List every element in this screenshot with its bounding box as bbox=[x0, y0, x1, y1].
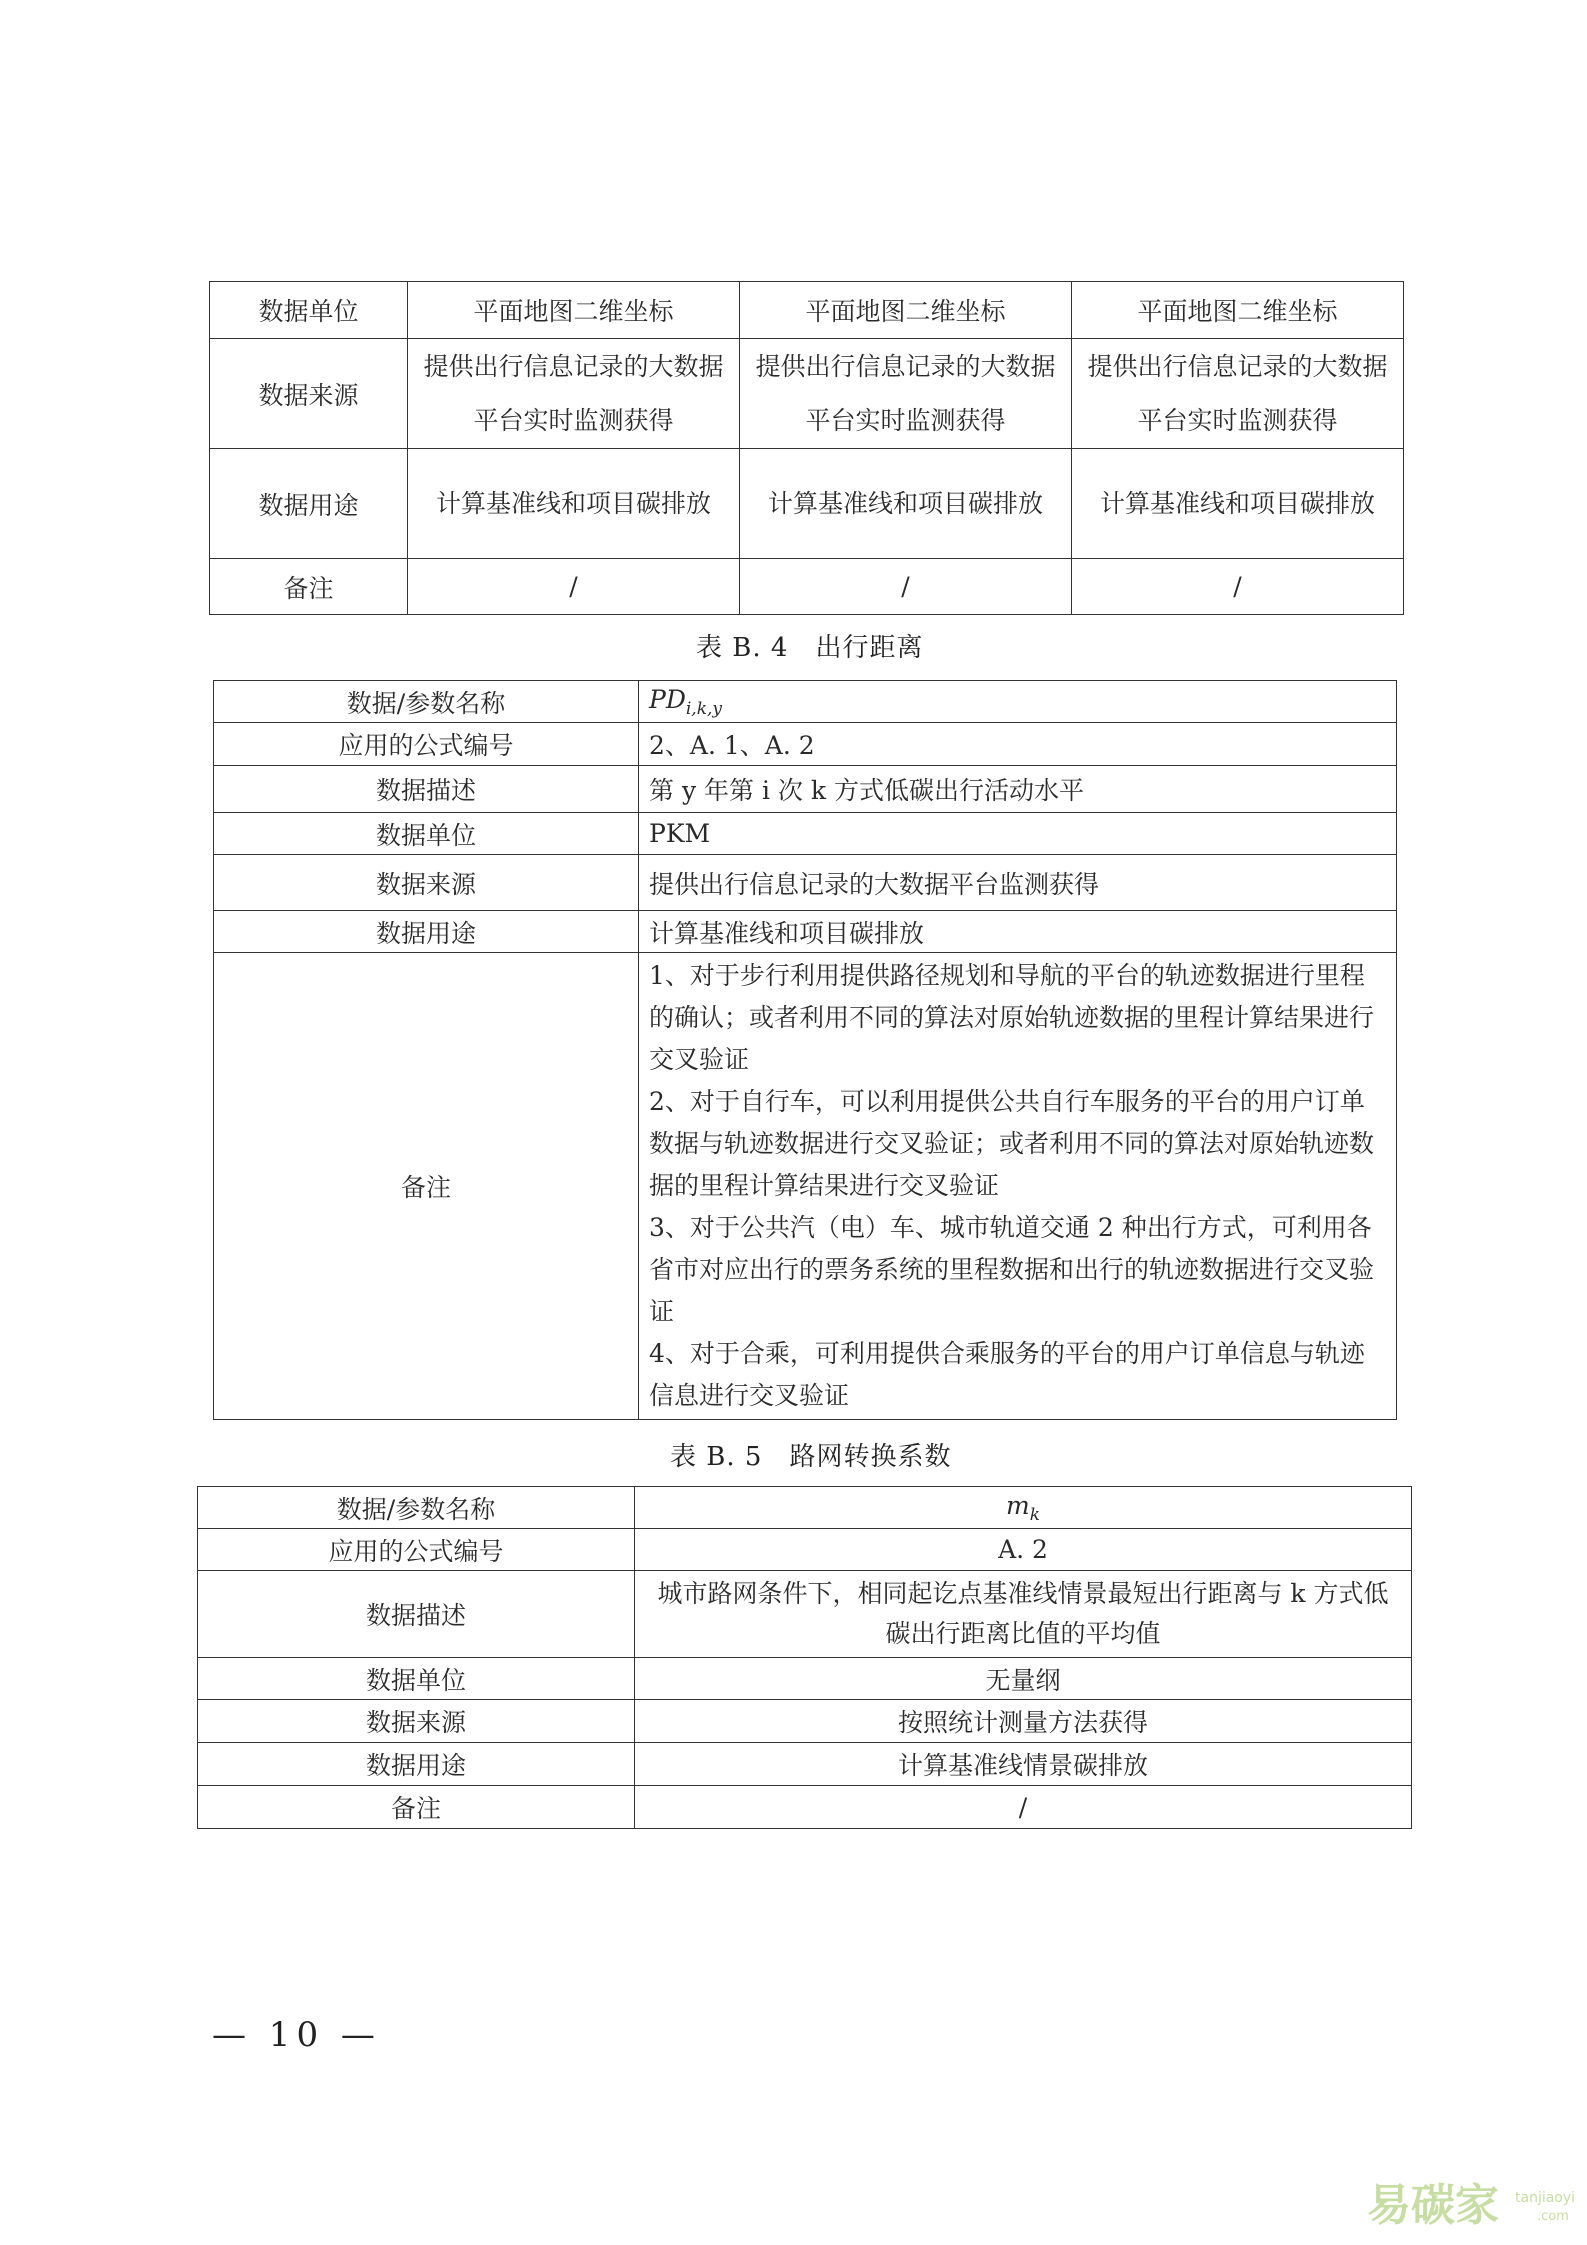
row-label: 数据用途 bbox=[214, 911, 639, 953]
row-label: 备注 bbox=[214, 953, 639, 1420]
cell-value: 计算基准线和项目碳排放 bbox=[740, 449, 1072, 559]
cell-value: 计算基准线和项目碳排放 bbox=[639, 911, 1397, 953]
cell-value: / bbox=[740, 559, 1072, 615]
table-row bbox=[214, 681, 1397, 723]
cell-value: 2、A. 1、A. 2 bbox=[639, 723, 1397, 766]
row-label: 数据/参数名称 bbox=[198, 1487, 635, 1529]
cell-value: 计算基准线情景碳排放 bbox=[635, 1743, 1412, 1786]
table-row bbox=[214, 953, 1397, 1420]
row-label: 数据来源 bbox=[210, 339, 408, 449]
row-label: 应用的公式编号 bbox=[214, 723, 639, 766]
cell-value: 第 y 年第 i 次 k 方式低碳出行活动水平 bbox=[639, 766, 1397, 813]
table-caption: 表 B. 5 路网转换系数 bbox=[670, 1442, 952, 1472]
table-row bbox=[210, 449, 1404, 559]
cell-value: 城市路网条件下，相同起讫点基准线情景最短出行距离与 k 方式低碳出行距离比值的平均值 bbox=[635, 1571, 1412, 1658]
cell-value: 平面地图二维坐标 bbox=[1072, 282, 1404, 339]
table-caption: 表 B. 4 出行距离 bbox=[696, 633, 924, 663]
table-row bbox=[214, 766, 1397, 813]
cell-value: 平面地图二维坐标 bbox=[740, 282, 1072, 339]
row-label: 数据/参数名称 bbox=[214, 681, 639, 723]
table-row bbox=[214, 911, 1397, 953]
row-label: 数据单位 bbox=[198, 1658, 635, 1700]
table-b5 bbox=[197, 1486, 1412, 1829]
table-row bbox=[198, 1529, 1412, 1571]
row-label: 备注 bbox=[210, 559, 408, 615]
remark-item: 3、对于公共汽（电）车、城市轨道交通 2 种出行方式，可利用各省市对应出行的票务系统的里程数据和出行的轨迹数据进行交叉验证 bbox=[649, 1213, 1375, 1326]
row-label: 数据单位 bbox=[214, 813, 639, 855]
cell-value: / bbox=[635, 1786, 1412, 1829]
param-symbol: $PD_{i,k,y}$ bbox=[639, 681, 1397, 723]
table-row bbox=[198, 1658, 1412, 1700]
table-row bbox=[198, 1786, 1412, 1829]
row-label: 备注 bbox=[198, 1786, 635, 1829]
row-label: 数据用途 bbox=[198, 1743, 635, 1786]
table-row bbox=[214, 813, 1397, 855]
cell-value: A. 2 bbox=[635, 1529, 1412, 1571]
table-row bbox=[210, 559, 1404, 615]
row-label: 数据单位 bbox=[210, 282, 408, 339]
cell-value: 提供出行信息记录的大数据平台监测获得 bbox=[639, 855, 1397, 911]
table-row bbox=[214, 855, 1397, 911]
row-label: 数据描述 bbox=[198, 1571, 635, 1658]
watermark-en: tanjiaoyi bbox=[1515, 2190, 1576, 2206]
cell-value: 计算基准线和项目碳排放 bbox=[408, 449, 740, 559]
cell-value: 无量纲 bbox=[635, 1658, 1412, 1700]
remark-item: 2、对于自行车，可以利用提供公共自行车服务的平台的用户订单数据与轨迹数据进行交叉验证；或者利用不同的算法对原始轨迹数据的里程计算结果进行交叉验证 bbox=[649, 1087, 1375, 1200]
table-row bbox=[210, 282, 1404, 339]
cell-value: 计算基准线和项目碳排放 bbox=[1072, 449, 1404, 559]
remark-item: 1、对于步行利用提供路径规划和导航的平台的轨迹数据进行里程的确认；或者利用不同的算法对原始轨迹数据的里程计算结果进行交叉验证 bbox=[649, 961, 1375, 1074]
table-continued bbox=[209, 281, 1404, 615]
table-b4 bbox=[213, 680, 1397, 1420]
cell-value: PKM bbox=[639, 813, 1397, 855]
table-row bbox=[210, 339, 1404, 449]
cell-value: 按照统计测量方法获得 bbox=[635, 1700, 1412, 1743]
table-row bbox=[214, 723, 1397, 766]
cell-value: / bbox=[1072, 559, 1404, 615]
row-label: 数据描述 bbox=[214, 766, 639, 813]
remark-cell bbox=[639, 953, 1397, 1420]
table-row bbox=[198, 1487, 1412, 1529]
table-row bbox=[198, 1743, 1412, 1786]
watermark-domain: .com bbox=[1537, 2209, 1569, 2224]
page-number: — 10 — bbox=[212, 2015, 381, 2055]
cell-value: 平面地图二维坐标 bbox=[408, 282, 740, 339]
cell-value: 提供出行信息记录的大数据平台实时监测获得 bbox=[408, 339, 740, 449]
table-row bbox=[198, 1700, 1412, 1743]
row-label: 数据来源 bbox=[198, 1700, 635, 1743]
row-label: 数据来源 bbox=[214, 855, 639, 911]
table-row bbox=[198, 1571, 1412, 1658]
watermark-logo bbox=[1365, 2170, 1585, 2240]
watermark-text: 易碳家 bbox=[1367, 2180, 1499, 2231]
param-symbol: $m_k$ bbox=[635, 1487, 1412, 1529]
cell-value: 提供出行信息记录的大数据平台实时监测获得 bbox=[740, 339, 1072, 449]
row-label: 应用的公式编号 bbox=[198, 1529, 635, 1571]
cell-value: / bbox=[408, 559, 740, 615]
row-label: 数据用途 bbox=[210, 449, 408, 559]
cell-value: 提供出行信息记录的大数据平台实时监测获得 bbox=[1072, 339, 1404, 449]
remark-item: 4、对于合乘，可利用提供合乘服务的平台的用户订单信息与轨迹信息进行交叉验证 bbox=[649, 1339, 1365, 1410]
